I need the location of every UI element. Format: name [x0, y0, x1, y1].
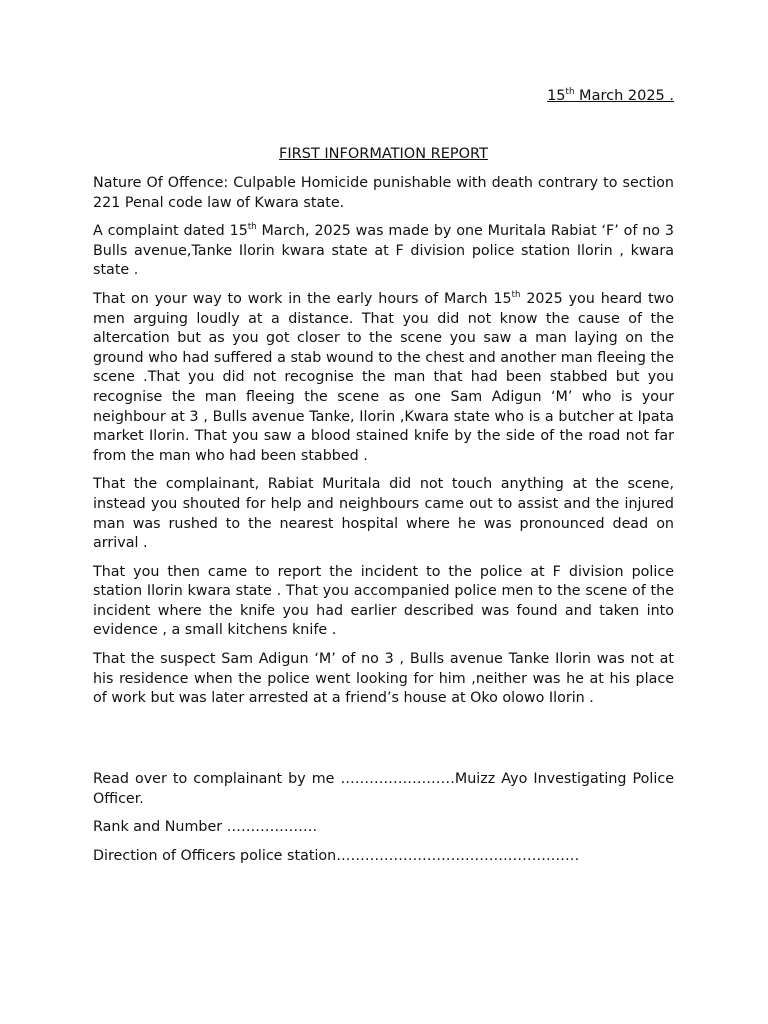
paragraph-suspect: That the suspect Sam Adigun ‘M’ of no 3 , Bulls avenue Tanke Ilorin was not at his residence when the police went looking for him ,neither was he at his place of work but was later arrested at a friend’s house at Oko olowo Ilorin . [93, 651, 674, 707]
direction-line: Direction of Officers police station…………………………………………… [93, 847, 580, 864]
report-title: FIRST INFORMATION REPORT [279, 146, 488, 162]
complaint-date-suffix: th [247, 222, 257, 233]
report-closing [93, 770, 674, 875]
date-day: 15 [547, 88, 566, 104]
paragraph-way-to-work [93, 290, 674, 466]
complaint-text-after: March, 2025 was made by one Muritala Rabiat ‘F’ of no 3 Bulls avenue,Tanke Ilorin kwara state at F division police station Ilorin , kwara state . [93, 223, 674, 279]
paragraph-nature-of-offence: Nature Of Offence: Culpable Homicide punishable with death contrary to section 221 Penal code law of Kwara state. [93, 175, 674, 211]
report-body [93, 174, 674, 718]
way-text-after: 2025 you heard two men arguing loudly at a distance. That you did not know the cause of the altercation but as you got closer to the scene you saw a man laying on the ground who had suffered a stab wound to the chest and another man fleeing the scene .That you did not recognise the man that had been stabbed but you recognise the man fleeing the scene as one Sam Adigun ‘M’ who is your neighbour at 3 , Bulls avenue Tanke, Ilorin ,Kwara state who is a butcher at Ipata market Ilorin. That you saw a blood stained knife by the side of the road not far from the man who had been stabbed . [93, 290, 674, 464]
way-date-suffix: th [511, 290, 521, 301]
paragraph-complainant: That the complainant, Rabiat Muritala did not touch anything at the scene, instead you shouted for help and neighbours came out to assist and the injured man was rushed to the nearest hospital where he was pronounced dead on arrival . [93, 476, 674, 552]
paragraph-complaint [93, 222, 674, 281]
paragraph-report: That you then came to report the incident to the police at F division police station Ilorin kwara state . That you accompanied police men to the scene of the incident where the knife you had earlier described was found and taken into evidence , a small kitchens knife . [93, 563, 674, 639]
rank-and-number-line: Rank and Number ………………. [93, 819, 318, 836]
date-rest: March 2025 . [574, 88, 674, 104]
date-suffix: th [565, 87, 575, 98]
document-page [93, 0, 674, 1024]
complaint-text-before: A complaint dated 15 [93, 223, 248, 240]
way-text-before: That on your way to work in the early hours of March 15 [93, 290, 512, 307]
read-over-line: Read over to complainant by me ……………………Muizz Ayo Investigating Police Officer. [93, 771, 674, 807]
report-date [547, 86, 674, 106]
